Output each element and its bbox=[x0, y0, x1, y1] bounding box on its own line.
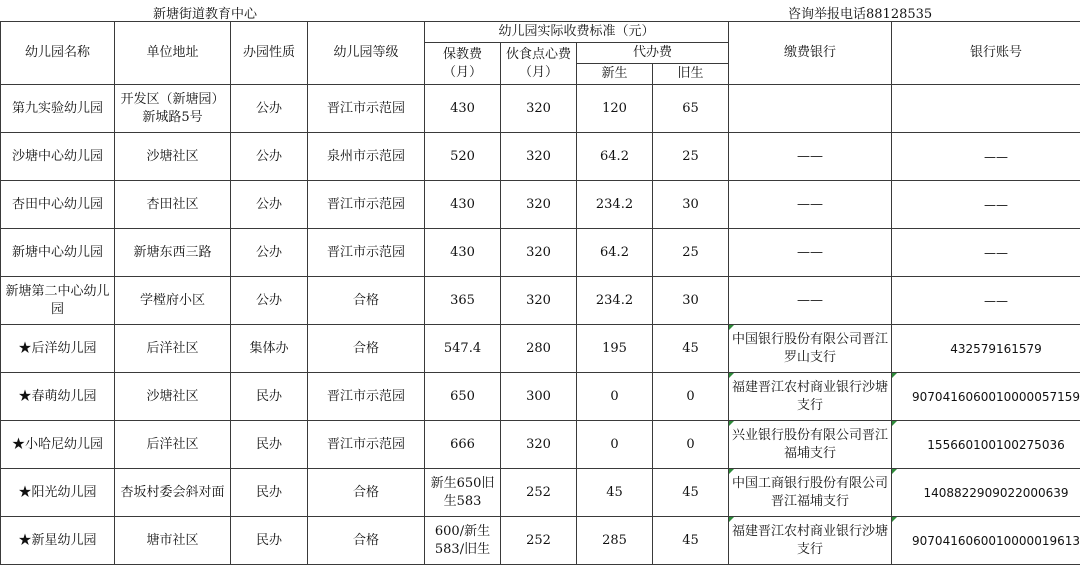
header-fee-group: 幼儿园实际收费标准（元） bbox=[425, 22, 729, 43]
cell-new-student-fee: 195 bbox=[577, 325, 653, 373]
table-row bbox=[1, 85, 1080, 133]
cell-new-student-fee: 0 bbox=[577, 421, 653, 469]
cell-name: 沙塘中心幼儿园 bbox=[1, 133, 115, 181]
fee-table bbox=[0, 21, 1080, 565]
cell-account: —— bbox=[892, 229, 1080, 277]
cell-old-student-fee: 0 bbox=[653, 421, 729, 469]
sheet-caption bbox=[0, 0, 1080, 21]
cell-account: —— bbox=[892, 181, 1080, 229]
cell-address: 后洋社区 bbox=[115, 421, 231, 469]
cell-bank: 福建晋江农村商业银行沙塘支行 bbox=[729, 373, 892, 421]
table-row bbox=[1, 517, 1080, 565]
organization-name: 新塘街道教育中心 bbox=[153, 7, 258, 22]
cell-name: 第九实验幼儿园 bbox=[1, 85, 115, 133]
header-new-student: 新生 bbox=[577, 64, 653, 85]
cell-new-student-fee: 234.2 bbox=[577, 181, 653, 229]
cell-address: 沙塘社区 bbox=[115, 373, 231, 421]
cell-nature: 公办 bbox=[231, 85, 308, 133]
cell-nature: 公办 bbox=[231, 133, 308, 181]
cell-address: 杏田社区 bbox=[115, 181, 231, 229]
cell-meal-fee: 320 bbox=[501, 421, 577, 469]
cell-account: 432579161579 bbox=[892, 325, 1080, 373]
header-meal-fee-unit: （月） bbox=[518, 64, 558, 80]
cell-new-student-fee: 120 bbox=[577, 85, 653, 133]
cell-meal-fee: 252 bbox=[501, 469, 577, 517]
cell-address: 后洋社区 bbox=[115, 325, 231, 373]
cell-name: ★小哈尼幼儿园 bbox=[1, 421, 115, 469]
cell-bank: —— bbox=[729, 133, 892, 181]
table-body bbox=[1, 85, 1080, 565]
cell-account: 9070416060010000057159 bbox=[892, 373, 1080, 421]
cell-address: 学樘府小区 bbox=[115, 277, 231, 325]
cell-name: 杏田中心幼儿园 bbox=[1, 181, 115, 229]
cell-meal-fee: 320 bbox=[501, 181, 577, 229]
cell-meal-fee: 320 bbox=[501, 85, 577, 133]
cell-new-student-fee: 285 bbox=[577, 517, 653, 565]
cell-grade: 晋江市示范园 bbox=[308, 181, 425, 229]
cell-account: 155660100100275036 bbox=[892, 421, 1080, 469]
cell-nature: 公办 bbox=[231, 229, 308, 277]
cell-grade: 合格 bbox=[308, 469, 425, 517]
cell-care-fee: 666 bbox=[425, 421, 501, 469]
cell-bank: —— bbox=[729, 277, 892, 325]
header-agency-fee: 代办费 bbox=[577, 43, 729, 64]
header-meal-fee-label: 伙食点心费 bbox=[505, 46, 571, 62]
cell-meal-fee: 320 bbox=[501, 133, 577, 181]
header-bank: 缴费银行 bbox=[729, 22, 892, 85]
header-grade: 幼儿园等级 bbox=[308, 22, 425, 85]
cell-grade: 合格 bbox=[308, 325, 425, 373]
table-row bbox=[1, 469, 1080, 517]
cell-nature: 民办 bbox=[231, 421, 308, 469]
cell-address: 沙塘社区 bbox=[115, 133, 231, 181]
cell-meal-fee: 320 bbox=[501, 277, 577, 325]
cell-nature: 民办 bbox=[231, 469, 308, 517]
cell-bank bbox=[729, 85, 892, 133]
cell-care-fee: 650 bbox=[425, 373, 501, 421]
cell-nature: 集体办 bbox=[231, 325, 308, 373]
cell-account bbox=[892, 85, 1080, 133]
cell-grade: 晋江市示范园 bbox=[308, 421, 425, 469]
cell-address: 杏坂村委会斜对面 bbox=[115, 469, 231, 517]
cell-old-student-fee: 45 bbox=[653, 469, 729, 517]
cell-nature: 民办 bbox=[231, 373, 308, 421]
cell-grade: 泉州市示范园 bbox=[308, 133, 425, 181]
cell-care-fee: 520 bbox=[425, 133, 501, 181]
cell-grade: 合格 bbox=[308, 517, 425, 565]
cell-old-student-fee: 45 bbox=[653, 325, 729, 373]
cell-new-student-fee: 64.2 bbox=[577, 133, 653, 181]
header-nature: 办园性质 bbox=[231, 22, 308, 85]
cell-old-student-fee: 45 bbox=[653, 517, 729, 565]
cell-bank: —— bbox=[729, 181, 892, 229]
cell-nature: 公办 bbox=[231, 181, 308, 229]
cell-account: —— bbox=[892, 133, 1080, 181]
table-row bbox=[1, 325, 1080, 373]
cell-care-fee: 365 bbox=[425, 277, 501, 325]
cell-name: 新塘第二中心幼儿园 bbox=[1, 277, 115, 325]
cell-care-fee: 430 bbox=[425, 229, 501, 277]
table-row bbox=[1, 181, 1080, 229]
cell-meal-fee: 300 bbox=[501, 373, 577, 421]
cell-new-student-fee: 0 bbox=[577, 373, 653, 421]
cell-old-student-fee: 30 bbox=[653, 181, 729, 229]
header-care-fee-unit: （月） bbox=[442, 64, 482, 80]
cell-grade: 晋江市示范园 bbox=[308, 229, 425, 277]
cell-address: 塘市社区 bbox=[115, 517, 231, 565]
cell-new-student-fee: 45 bbox=[577, 469, 653, 517]
cell-nature: 民办 bbox=[231, 517, 308, 565]
header-name: 幼儿园名称 bbox=[1, 22, 115, 85]
table-row bbox=[1, 133, 1080, 181]
cell-grade: 合格 bbox=[308, 277, 425, 325]
cell-meal-fee: 320 bbox=[501, 229, 577, 277]
cell-care-fee: 新生650旧生583 bbox=[425, 469, 501, 517]
cell-bank: 中国工商银行股份有限公司晋江福埔支行 bbox=[729, 469, 892, 517]
cell-name: ★春萌幼儿园 bbox=[1, 373, 115, 421]
cell-grade: 晋江市示范园 bbox=[308, 373, 425, 421]
header-address: 单位地址 bbox=[115, 22, 231, 85]
cell-account: 9070416060010000019613 bbox=[892, 517, 1080, 565]
table-row bbox=[1, 229, 1080, 277]
header-meal-fee bbox=[501, 43, 577, 85]
cell-meal-fee: 252 bbox=[501, 517, 577, 565]
cell-old-student-fee: 30 bbox=[653, 277, 729, 325]
cell-name: ★新星幼儿园 bbox=[1, 517, 115, 565]
cell-old-student-fee: 65 bbox=[653, 85, 729, 133]
cell-nature: 公办 bbox=[231, 277, 308, 325]
cell-account: —— bbox=[892, 277, 1080, 325]
cell-bank: 中国银行股份有限公司晋江罗山支行 bbox=[729, 325, 892, 373]
cell-name: ★阳光幼儿园 bbox=[1, 469, 115, 517]
cell-address: 开发区（新塘园）新城路5号 bbox=[115, 85, 231, 133]
cell-bank: 福建晋江农村商业银行沙塘支行 bbox=[729, 517, 892, 565]
cell-bank: —— bbox=[729, 229, 892, 277]
cell-care-fee: 430 bbox=[425, 181, 501, 229]
cell-old-student-fee: 0 bbox=[653, 373, 729, 421]
table-row bbox=[1, 277, 1080, 325]
cell-new-student-fee: 64.2 bbox=[577, 229, 653, 277]
cell-new-student-fee: 234.2 bbox=[577, 277, 653, 325]
cell-care-fee: 430 bbox=[425, 85, 501, 133]
hotline-text: 咨询举报电话88128535 bbox=[788, 7, 933, 22]
cell-old-student-fee: 25 bbox=[653, 133, 729, 181]
cell-meal-fee: 280 bbox=[501, 325, 577, 373]
cell-address: 新塘东西三路 bbox=[115, 229, 231, 277]
header-care-fee-label: 保教费 bbox=[442, 46, 482, 62]
cell-care-fee: 547.4 bbox=[425, 325, 501, 373]
header-care-fee bbox=[425, 43, 501, 85]
cell-care-fee: 600/新生583/旧生 bbox=[425, 517, 501, 565]
cell-account: 1408822909022000639 bbox=[892, 469, 1080, 517]
cell-grade: 晋江市示范园 bbox=[308, 85, 425, 133]
cell-old-student-fee: 25 bbox=[653, 229, 729, 277]
cell-name: 新塘中心幼儿园 bbox=[1, 229, 115, 277]
cell-name: ★后洋幼儿园 bbox=[1, 325, 115, 373]
table-row bbox=[1, 373, 1080, 421]
header-account: 银行账号 bbox=[892, 22, 1080, 85]
table-row bbox=[1, 421, 1080, 469]
cell-bank: 兴业银行股份有限公司晋江福埔支行 bbox=[729, 421, 892, 469]
header-old-student: 旧生 bbox=[653, 64, 729, 85]
